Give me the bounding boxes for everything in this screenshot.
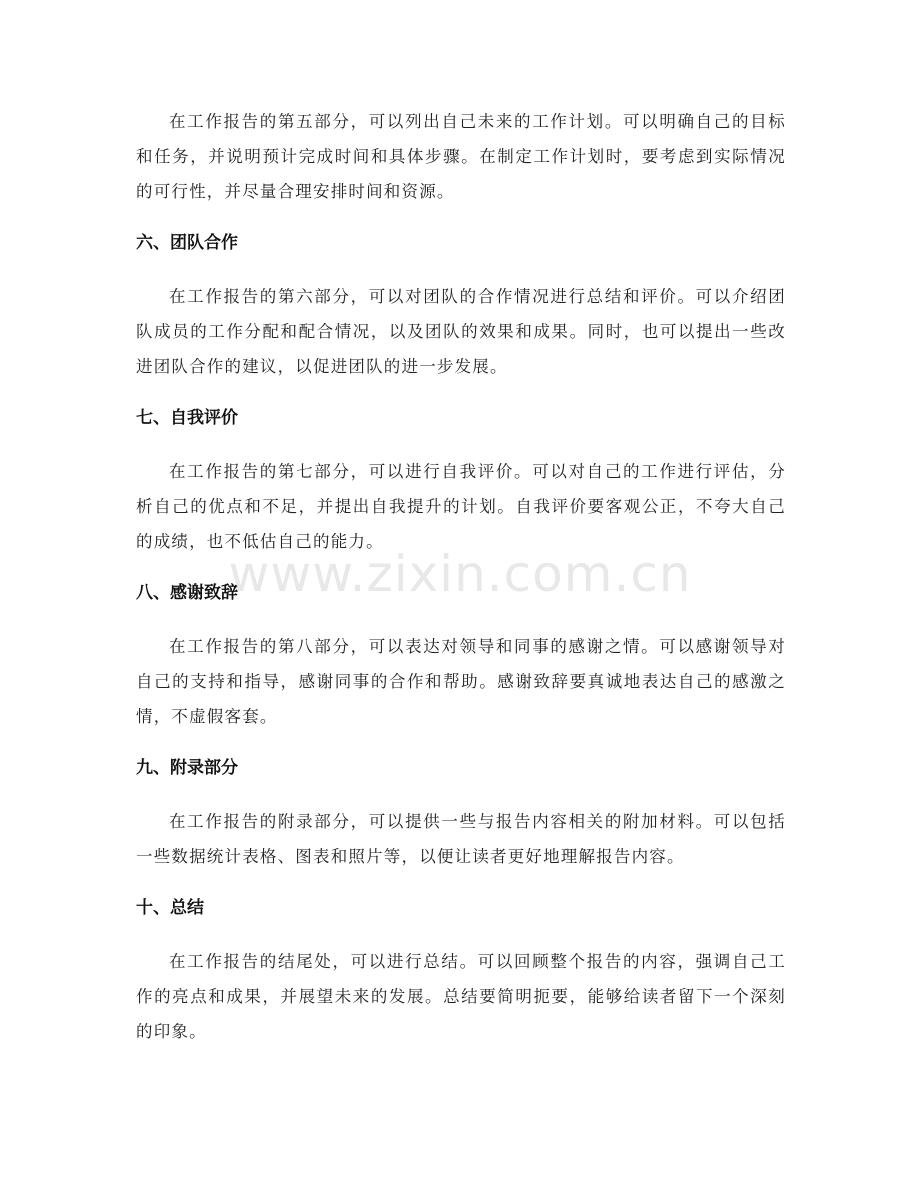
section-heading-self-evaluation: 七、自我评价 (136, 408, 238, 428)
intro-paragraph: 在工作报告的第五部分，可以列出自己未来的工作计划。可以明确自己的目标和任务，并说明预计完成时间和具体步骤。在制定工作计划时，要考虑到实际情况的可行性，并尽量合理安排时间和资源。 (136, 112, 786, 201)
section-body-summary: 在工作报告的结尾处，可以进行总结。可以回顾整个报告的内容，强调自己工作的亮点和成果，并展望未来的发展。总结要简明扼要，能够给读者留下一个深刻的印象。 (136, 952, 786, 1041)
section-body-appendix: 在工作报告的附录部分，可以提供一些与报告内容相关的附加材料。可以包括一些数据统计表格、图表和照片等，以便让读者更好地理解报告内容。 (136, 812, 786, 866)
section-body-team: 在工作报告的第六部分，可以对团队的合作情况进行总结和评价。可以介绍团队成员的工作分配和配合情况，以及团队的效果和成果。同时，也可以提出一些改进团队合作的建议，以促进团队的进一步发展。 (136, 287, 786, 376)
section-heading-thanks: 八、感谢致辞 (136, 583, 238, 603)
section-heading-appendix: 九、附录部分 (136, 758, 238, 778)
section-heading-summary: 十、总结 (136, 898, 204, 918)
section-heading-team: 六、团队合作 (136, 233, 238, 253)
watermark-text: www.zixin.com.cn (228, 545, 692, 603)
document-body (136, 104, 786, 1049)
section-body-thanks: 在工作报告的第八部分，可以表达对领导和同事的感谢之情。可以感谢领导对自己的支持和指导，感谢同事的合作和帮助。感谢致辞要真诚地表达自己的感激之情，不虚假客套。 (136, 637, 786, 726)
section-body-self-evaluation: 在工作报告的第七部分，可以进行自我评价。可以对自己的工作进行评估，分析自己的优点和不足，并提出自我提升的计划。自我评价要客观公正，不夸大自己的成绩，也不低估自己的能力。 (136, 462, 786, 551)
